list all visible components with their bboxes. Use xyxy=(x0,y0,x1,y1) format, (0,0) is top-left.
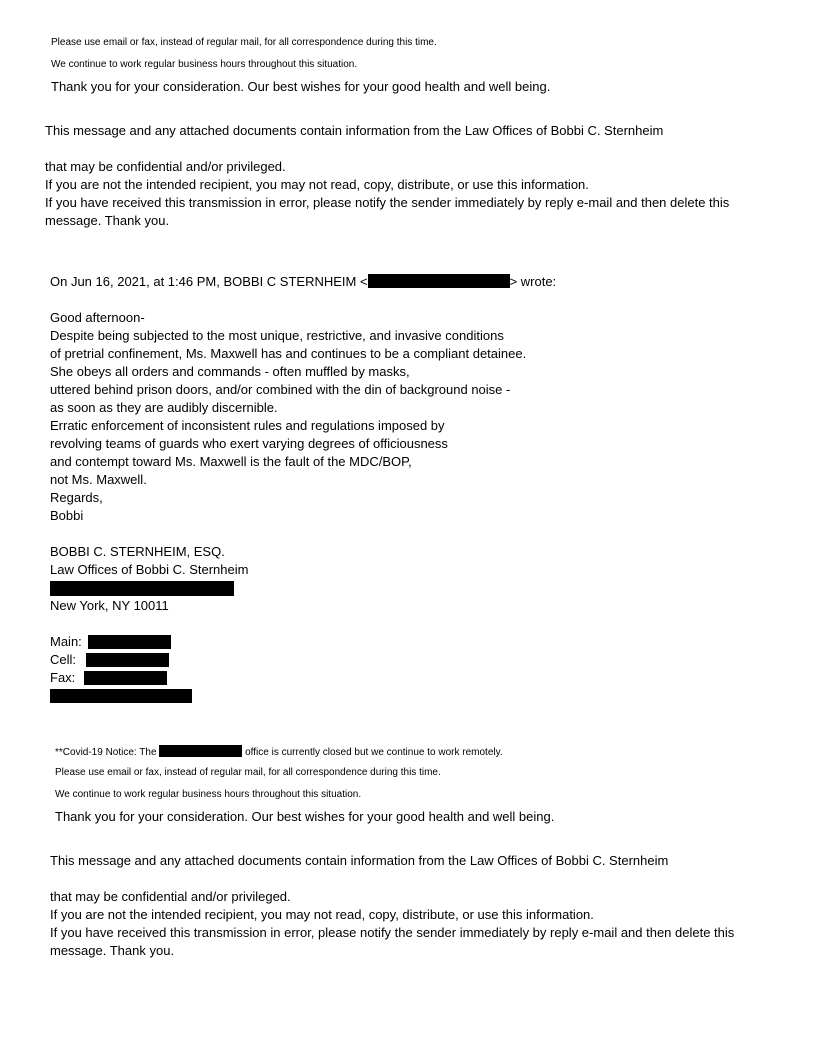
body-line: Erratic enforcement of inconsistent rules and regulations imposed by xyxy=(50,418,445,433)
top-disclaimer-line1: This message and any attached documents contain information from the Law Offices of Bobbi C. Sternheim xyxy=(45,123,664,138)
bottom-disclaimer-line3: If you are not the intended recipient, you may not read, copy, distribute, or use this information. xyxy=(50,907,594,922)
redacted-main-phone xyxy=(88,635,171,649)
quoted-header-suffix: > wrote: xyxy=(509,274,557,289)
top-disclaimer-line2: that may be confidential and/or privileged. xyxy=(45,159,286,174)
redacted-email-address xyxy=(368,274,510,288)
top-notice-hours: We continue to work regular business hours throughout this situation. xyxy=(51,59,358,70)
body-line: revolving teams of guards who exert varying degrees of officiousness xyxy=(50,436,448,451)
signature-firm: Law Offices of Bobbi C. Sternheim xyxy=(50,562,249,577)
bottom-disclaimer-line1: This message and any attached documents contain information from the Law Offices of Bobbi C. Sternheim xyxy=(50,853,669,868)
signature-main-label: Main: xyxy=(50,634,82,649)
covid-notice-suffix: office is currently closed but we continue to work remotely. xyxy=(245,747,503,758)
body-line: Despite being subjected to the most unique, restrictive, and invasive conditions xyxy=(50,328,504,343)
bottom-disclaimer-line5: message. Thank you. xyxy=(50,943,175,958)
body-line: not Ms. Maxwell. xyxy=(50,472,147,487)
bottom-disclaimer-line4: If you have received this transmission in error, please notify the sender immediately by reply e-mail and then delete this xyxy=(50,925,735,940)
signature-name: BOBBI C. STERNHEIM, ESQ. xyxy=(50,544,225,559)
body-line: and contempt toward Ms. Maxwell is the fault of the MDC/BOP, xyxy=(50,454,412,469)
signature-city: New York, NY 10011 xyxy=(50,598,169,613)
bottom-notice-thanks: Thank you for your consideration. Our best wishes for your good health and well being. xyxy=(55,809,555,824)
quoted-header xyxy=(50,273,556,291)
redacted-website xyxy=(50,689,192,703)
redacted-fax-number xyxy=(84,671,167,685)
top-notice-thanks: Thank you for your consideration. Our best wishes for your good health and well being. xyxy=(51,79,551,94)
top-notice-email-fax: Please use email or fax, instead of regular mail, for all correspondence during this time. xyxy=(51,37,437,48)
body-line: Good afternoon- xyxy=(50,310,145,325)
top-disclaimer-line5: message. Thank you. xyxy=(45,213,170,228)
redacted-street-address xyxy=(50,581,234,596)
body-line: Bobbi xyxy=(50,508,84,523)
bottom-disclaimer-line2: that may be confidential and/or privileged. xyxy=(50,889,291,904)
redacted-cell-phone xyxy=(86,653,169,667)
body-line: She obeys all orders and commands - often muffled by masks, xyxy=(50,364,410,379)
bottom-notice-email-fax: Please use email or fax, instead of regular mail, for all correspondence during this time. xyxy=(55,767,441,778)
top-disclaimer-line4: If you have received this transmission in error, please notify the sender immediately by reply e-mail and then delete this xyxy=(45,195,730,210)
body-line: as soon as they are audibly discernible. xyxy=(50,400,278,415)
redacted-office-name xyxy=(159,745,242,757)
signature-cell-label: Cell: xyxy=(50,652,77,667)
signature-fax-label: Fax: xyxy=(50,670,76,685)
body-line: of pretrial confinement, Ms. Maxwell has and continues to be a compliant detainee. xyxy=(50,346,527,361)
top-disclaimer-line3: If you are not the intended recipient, you may not read, copy, distribute, or use this information. xyxy=(45,177,589,192)
bottom-notice-hours: We continue to work regular business hours throughout this situation. xyxy=(55,789,362,800)
quoted-header-prefix: On Jun 16, 2021, at 1:46 PM, BOBBI C STERNHEIM < xyxy=(50,274,368,289)
body-line: uttered behind prison doors, and/or combined with the din of background noise - xyxy=(50,382,511,397)
body-line: Regards, xyxy=(50,490,103,505)
covid-notice-prefix: **Covid-19 Notice: The xyxy=(55,747,157,758)
bottom-notice-covid xyxy=(55,745,503,758)
